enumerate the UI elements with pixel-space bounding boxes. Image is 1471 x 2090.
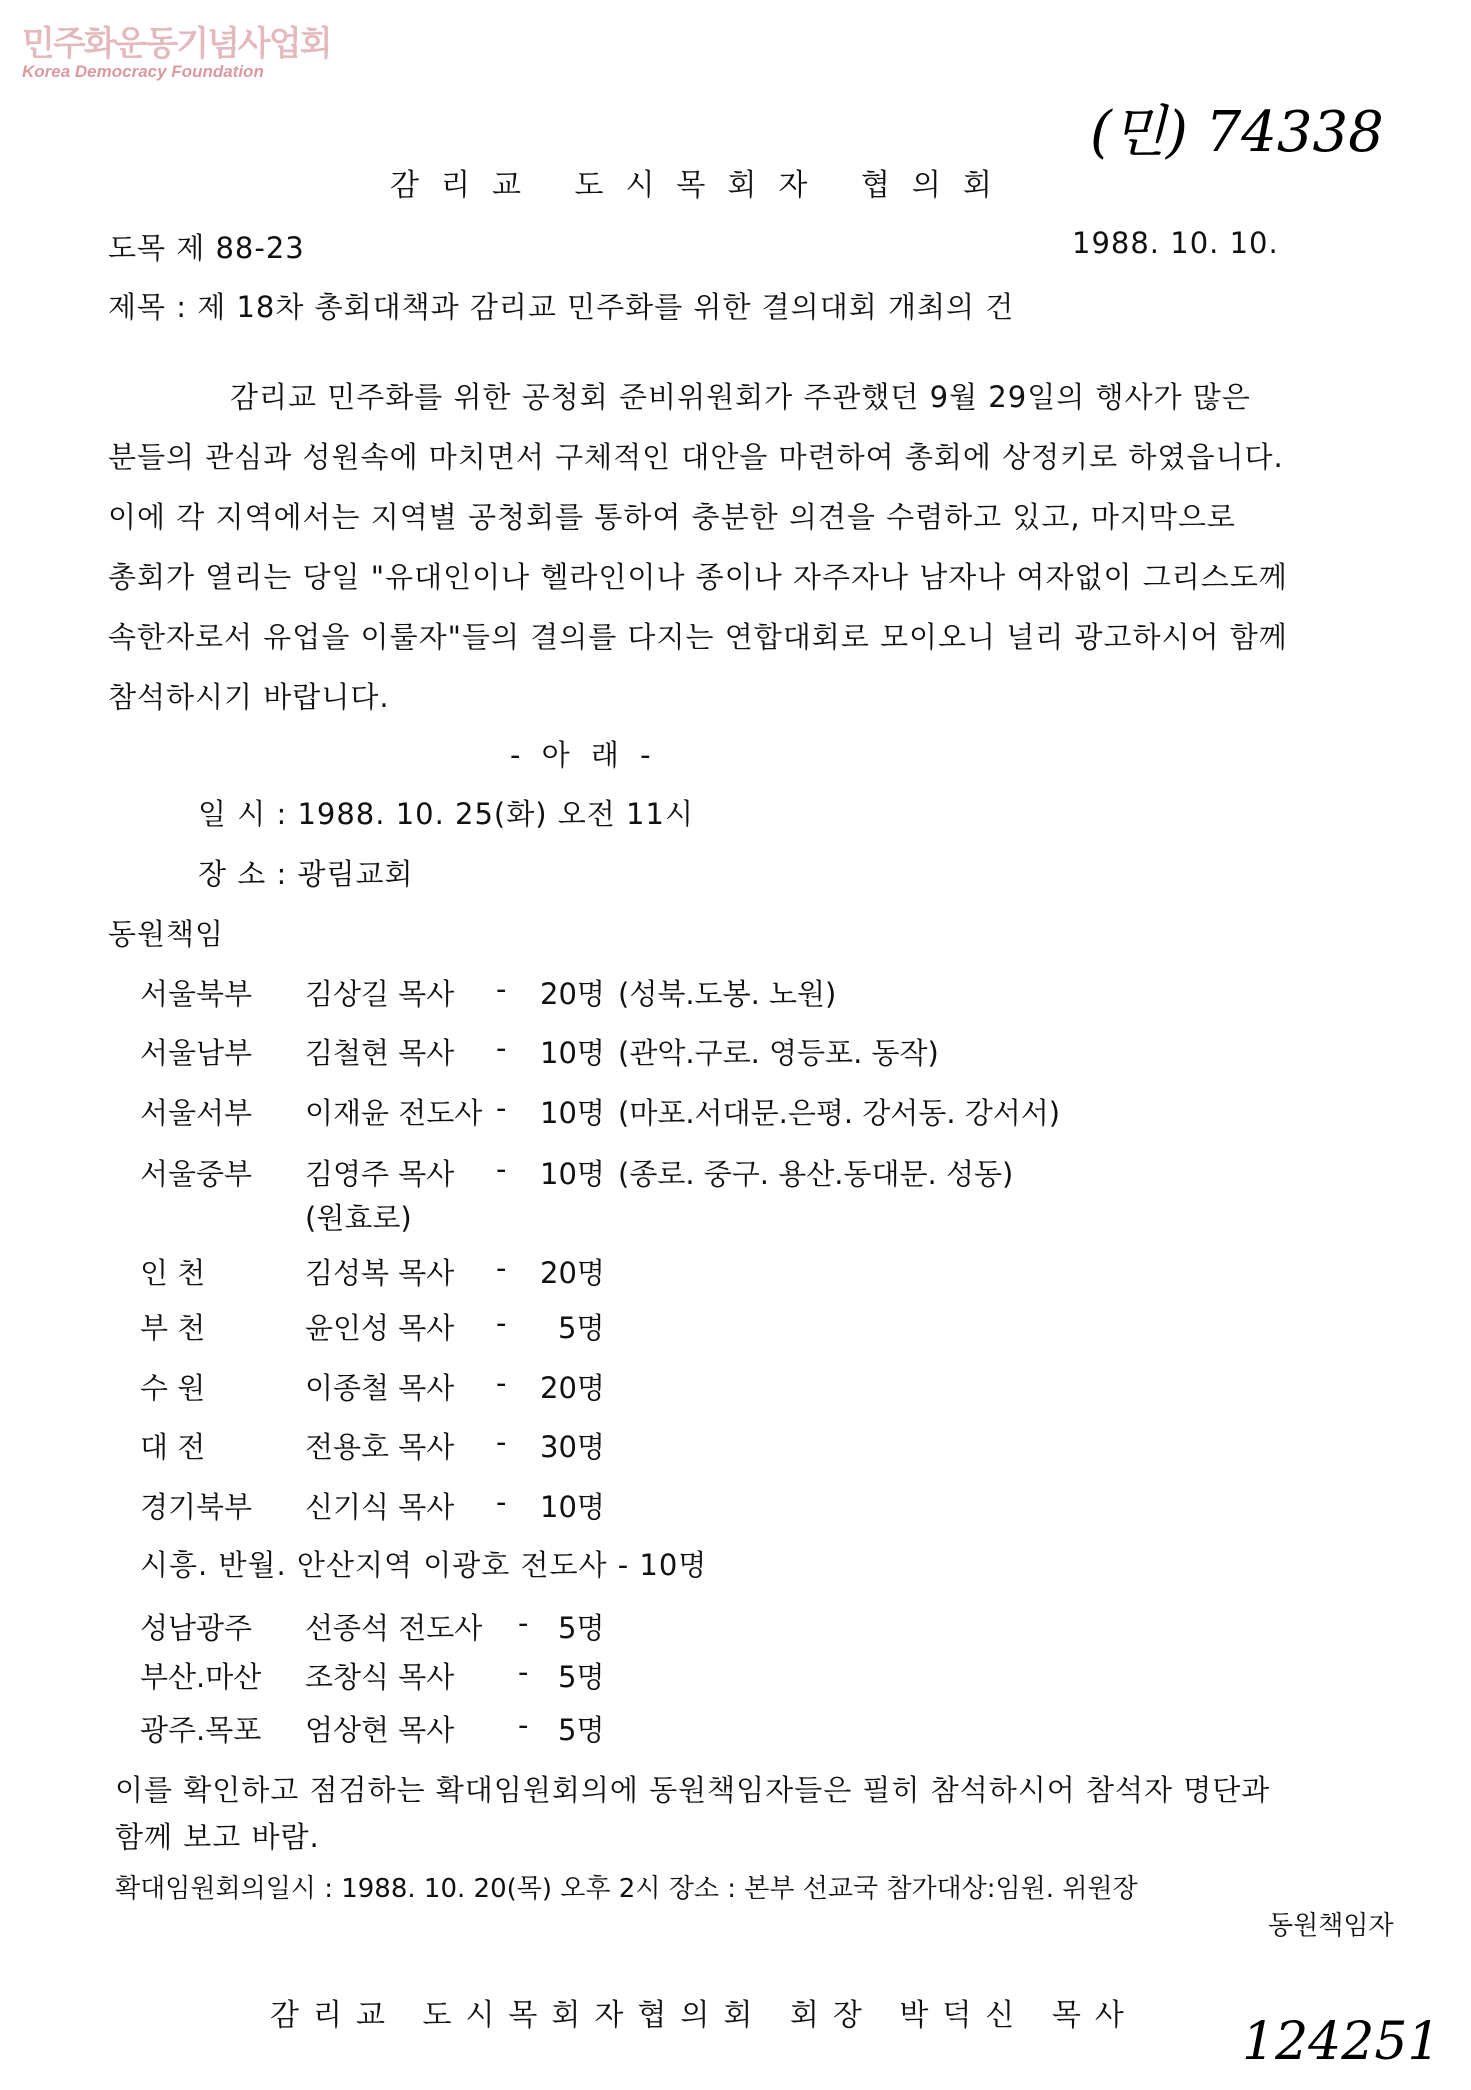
body-line: 속한자로서 유업을 이룰자"들의 결의를 다지는 연합대회로 모이오니 널리 광고하시어 함께: [108, 620, 1288, 654]
document-number: 도목 제 88-23: [108, 231, 305, 265]
person-name: 김상길 목사: [305, 977, 455, 1011]
signature-line: 감리교 도시목회자협의회 회장 박덕신 목사: [270, 1998, 1138, 2033]
closing-line: 이를 확인하고 점검하는 확대임원회의에 동원책임자들은 필히 참석하시어 참석자 명단과: [115, 1773, 1271, 1807]
member-count: 5명: [558, 1713, 605, 1747]
document-date: 1988. 10. 10.: [1072, 226, 1279, 260]
region-name: 인 천: [140, 1256, 206, 1290]
person-name: 신기식 목사: [305, 1490, 455, 1524]
dash: -: [496, 1031, 507, 1065]
region-name: 서울중부: [140, 1157, 253, 1191]
watermark-logo-korean: 민주화운동기념사업회: [22, 24, 331, 64]
area-list: (마포.서대문.은평. 강서동. 강서서): [618, 1096, 1061, 1130]
person-name: 김영주 목사: [305, 1157, 455, 1191]
region-name: 서울북부: [140, 977, 253, 1011]
person-name: 이종철 목사: [305, 1371, 455, 1405]
region-name: 서울서부: [140, 1096, 253, 1130]
dash: -: [496, 1425, 507, 1459]
dash: -: [496, 1485, 507, 1519]
region-name: 서울남부: [140, 1036, 253, 1070]
dash: -: [496, 1306, 507, 1340]
member-count: 5명: [558, 1611, 605, 1645]
dash: -: [496, 1091, 507, 1125]
dash: -: [496, 1152, 507, 1186]
region-name: 수 원: [140, 1371, 206, 1405]
region-name: 경기북부: [140, 1490, 253, 1524]
member-count: 10명: [540, 1036, 605, 1070]
area-list: (종로. 중구. 용산.동대문. 성동): [618, 1157, 1014, 1191]
area-list-continued: (원효로): [305, 1201, 412, 1235]
dash: -: [518, 1606, 529, 1640]
dash: -: [496, 1251, 507, 1285]
area-list: (관악.구로. 영등포. 동작): [618, 1036, 939, 1070]
closing-line: 함께 보고 바람.: [115, 1820, 320, 1854]
member-count: 10명: [540, 1490, 605, 1524]
member-count: 10명: [540, 1157, 605, 1191]
mobilization-heading: 동원책임: [108, 917, 225, 951]
member-count: 20명: [540, 977, 605, 1011]
event-place: 장 소 : 광림교회: [198, 857, 414, 891]
region-name: 부산.마산: [140, 1660, 262, 1694]
person-name: 김철현 목사: [305, 1036, 455, 1070]
dash: -: [496, 1366, 507, 1400]
body-line: 총회가 열리는 당일 "유대인이나 헬라인이나 종이나 자주자나 남자나 여자없이 그리스도께: [108, 560, 1288, 594]
member-count: 20명: [540, 1256, 605, 1290]
body-line: 감리교 민주화를 위한 공청회 준비위원회가 주관했던 9월 29일의 행사가 많은: [230, 380, 1251, 414]
subject-line: 제목 : 제 18차 총회대책과 감리교 민주화를 위한 결의대회 개최의 건: [108, 290, 1015, 324]
person-name: 윤인성 목사: [305, 1311, 455, 1345]
member-count: 10명: [540, 1096, 605, 1130]
region-name: 대 전: [140, 1430, 206, 1464]
person-name: 엄상현 목사: [305, 1713, 455, 1747]
page-number: 124251: [1242, 2012, 1441, 2072]
mobilization-row-special: 시흥. 반월. 안산지역 이광호 전도사 - 10명: [140, 1548, 708, 1582]
dash: -: [518, 1708, 529, 1742]
body-line: 분들의 관심과 성원속에 마치면서 구체적인 대안을 마련하여 총회에 상정키로 하였읍니다.: [108, 440, 1284, 474]
meeting-info: 확대임원회의일시 : 1988. 10. 20(목) 오후 2시 장소 : 본부 선교국 참가대상:임원. 위원장: [115, 1874, 1138, 1904]
area-list: (성북.도봉. 노원): [618, 977, 837, 1011]
dash: -: [518, 1655, 529, 1689]
body-line: 참석하시기 바랍니다.: [108, 680, 390, 714]
member-count: 5명: [558, 1660, 605, 1694]
person-name: 김성복 목사: [305, 1256, 455, 1290]
dash: -: [496, 972, 507, 1006]
region-name: 성남광주: [140, 1611, 253, 1645]
body-line: 이에 각 지역에서는 지역별 공청회를 통하여 충분한 의견을 수렴하고 있고, 마지막으로: [108, 500, 1236, 534]
region-name: 부 천: [140, 1311, 206, 1345]
org-title: 감리교 도시목회자 협의회: [390, 168, 1014, 203]
member-count: 5명: [558, 1311, 605, 1345]
region-name: 광주.목포: [140, 1713, 262, 1747]
person-name: 조창식 목사: [305, 1660, 455, 1694]
event-datetime: 일 시 : 1988. 10. 25(화) 오전 11시: [198, 797, 694, 831]
archive-mark: (민) 74338: [1090, 100, 1384, 165]
meeting-info-continued: 동원책임자: [1268, 1911, 1394, 1941]
person-name: 선종석 전도사: [305, 1611, 483, 1645]
person-name: 전용호 목사: [305, 1430, 455, 1464]
member-count: 20명: [540, 1371, 605, 1405]
notice-heading: - 아 래 -: [510, 738, 657, 772]
person-name: 이재윤 전도사: [305, 1096, 483, 1130]
member-count: 30명: [540, 1430, 605, 1464]
watermark-logo-english: Korea Democracy Foundation: [22, 62, 264, 81]
